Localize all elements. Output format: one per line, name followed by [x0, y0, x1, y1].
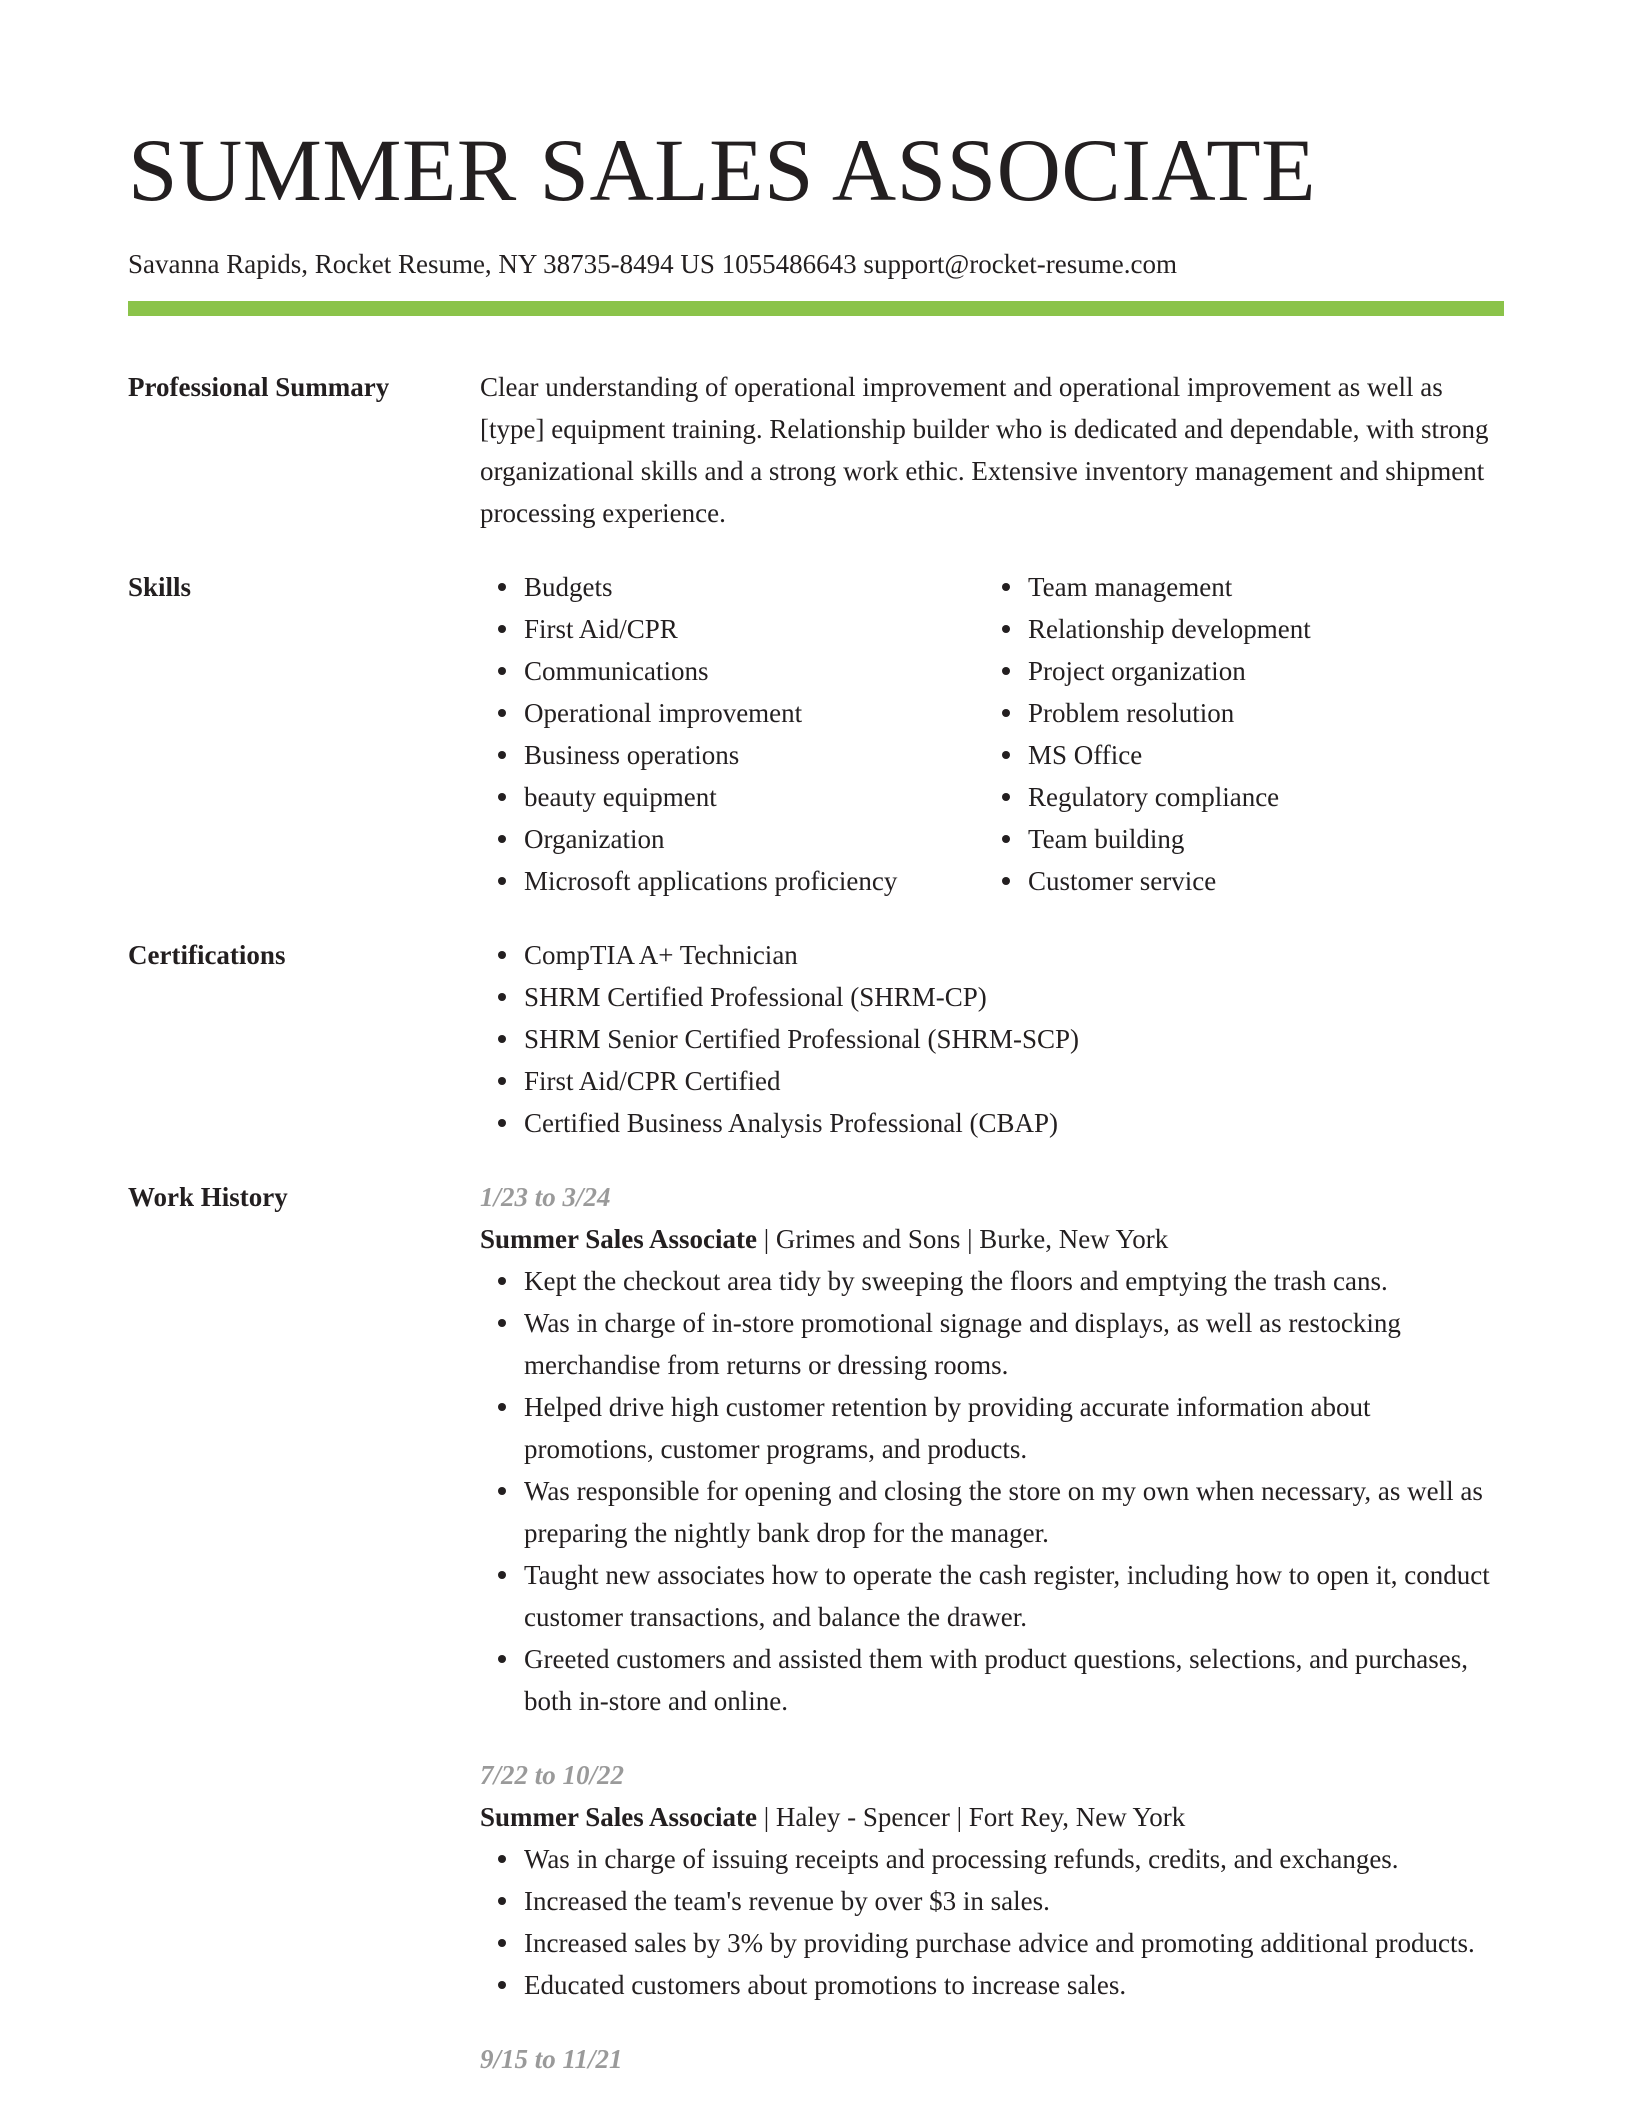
job-details: | Haley - Spencer | Fort Rey, New York — [757, 1802, 1186, 1832]
skills-columns — [480, 566, 1504, 902]
job-bullet: Helped drive high customer retention by providing accurate information about promotions, customer programs, and products. — [524, 1386, 1504, 1470]
skill-item: Relationship development — [1028, 608, 1504, 650]
job-bullet: Kept the checkout area tidy by sweeping the floors and emptying the trash cans. — [524, 1260, 1504, 1302]
skill-item: First Aid/CPR — [524, 608, 984, 650]
job-bullet: Increased the team's revenue by over $3 in sales. — [524, 1880, 1504, 1922]
job-bullet: Was responsible for opening and closing the store on my own when necessary, as well as preparing the nightly bank drop for the manager. — [524, 1470, 1504, 1554]
skill-item: Communications — [524, 650, 984, 692]
job-bullet-list — [480, 1838, 1504, 2006]
skill-item: Problem resolution — [1028, 692, 1504, 734]
certification-item: SHRM Senior Certified Professional (SHRM-SCP) — [524, 1018, 1504, 1060]
job-dates: 7/22 to 10/22 — [480, 1760, 625, 1790]
skill-item: Team building — [1028, 818, 1504, 860]
skills-list-right — [984, 566, 1504, 902]
job-title: Summer Sales Associate — [480, 1224, 757, 1254]
skill-item: MS Office — [1028, 734, 1504, 776]
section-title-certifications: Certifications — [128, 940, 286, 970]
job-title: Summer Sales Associate — [480, 1802, 757, 1832]
skill-item: Microsoft applications proficiency — [524, 860, 984, 902]
skill-item: Project organization — [1028, 650, 1504, 692]
certifications-list — [480, 934, 1504, 1144]
header-divider — [128, 301, 1504, 316]
skills-section — [128, 566, 1504, 902]
job-bullet: Taught new associates how to operate the cash register, including how to open it, conduct customer transactions, and balance the drawer. — [524, 1554, 1504, 1638]
job-bullet: Greeted customers and assisted them with product questions, selections, and purchases, both in-store and online. — [524, 1638, 1504, 1722]
work-history-section — [128, 1176, 1504, 2080]
resume-title: SUMMER SALES ASSOCIATE — [128, 122, 1317, 220]
job-bullet: Was in charge of in-store promotional signage and displays, as well as restocking merchandise from returns or dressing rooms. — [524, 1302, 1504, 1386]
certification-item: First Aid/CPR Certified — [524, 1060, 1504, 1102]
skills-list-left — [480, 566, 984, 902]
certifications-section — [128, 934, 1504, 1144]
job-entry — [480, 1754, 1504, 2006]
section-title-skills: Skills — [128, 572, 192, 602]
work-history-body — [480, 1176, 1504, 2080]
skill-item: beauty equipment — [524, 776, 984, 818]
skill-item: Business operations — [524, 734, 984, 776]
job-details: | Grimes and Sons | Burke, New York — [757, 1224, 1169, 1254]
skill-item: Budgets — [524, 566, 984, 608]
professional-summary-section — [128, 366, 1504, 534]
job-bullet: Was in charge of issuing receipts and processing refunds, credits, and exchanges. — [524, 1838, 1504, 1880]
skill-item: Team management — [1028, 566, 1504, 608]
job-title-line — [480, 1796, 1504, 1838]
certifications-body — [480, 934, 1504, 1144]
skill-item: Operational improvement — [524, 692, 984, 734]
contact-line: Savanna Rapids, Rocket Resume, NY 38735-8494 US 1055486643 support@rocket-resume.com — [128, 249, 1177, 279]
job-bullet: Educated customers about promotions to increase sales. — [524, 1964, 1504, 2006]
certification-item: Certified Business Analysis Professional (CBAP) — [524, 1102, 1504, 1144]
job-entry — [480, 1176, 1504, 1722]
skill-item: Regulatory compliance — [1028, 776, 1504, 818]
resume-page — [128, 0, 1504, 2080]
job-dates: 9/15 to 11/21 — [480, 2044, 623, 2074]
job-bullet: Increased sales by 3% by providing purchase advice and promoting additional products. — [524, 1922, 1504, 1964]
job-title-line — [480, 1218, 1504, 1260]
skill-item: Organization — [524, 818, 984, 860]
job-bullet-list — [480, 1260, 1504, 1722]
certification-item: CompTIA A+ Technician — [524, 934, 1504, 976]
job-entry — [480, 2038, 1504, 2080]
skill-item: Customer service — [1028, 860, 1504, 902]
job-dates: 1/23 to 3/24 — [480, 1182, 611, 1212]
summary-text: Clear understanding of operational improvement and operational improvement as well as [type] equipment training. Relationship builder who is dedicated and dependable, with strong organizational skills and a strong work ethic. Extensive inventory management and shipment processing experience. — [480, 372, 1489, 528]
section-title-work-history: Work History — [128, 1182, 288, 1212]
section-title-summary: Professional Summary — [128, 372, 390, 402]
certification-item: SHRM Certified Professional (SHRM-CP) — [524, 976, 1504, 1018]
